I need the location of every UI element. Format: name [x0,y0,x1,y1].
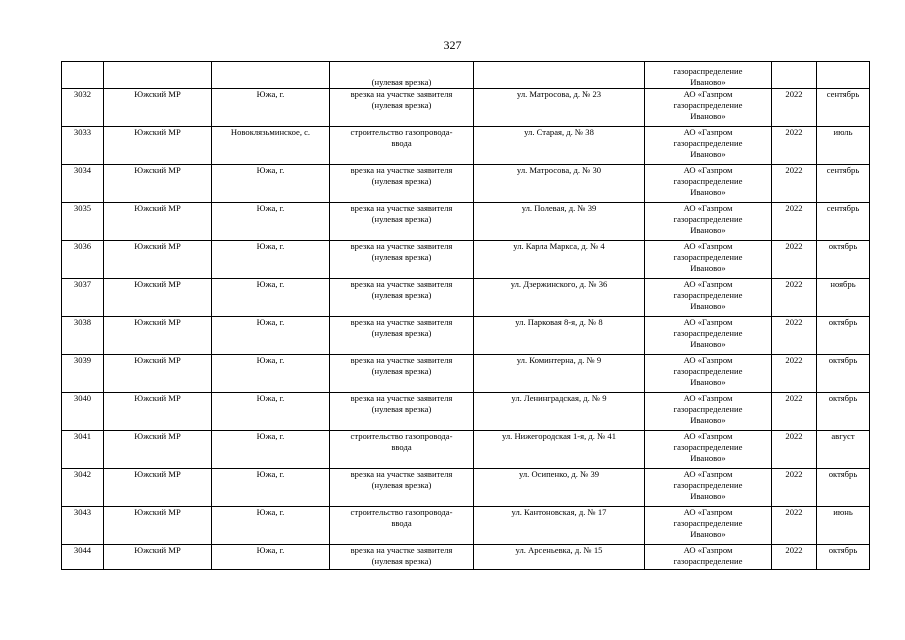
gas-works-table [61,61,870,570]
table-row [62,279,870,317]
cell-month: август [817,431,870,469]
cell-work-line: ввода [391,518,412,528]
table-row [62,431,870,469]
cell-org-line: Иваново» [690,225,726,235]
cell-org-line: АО «Газпром [683,431,733,441]
cell-work-line: врезка на участке заявителя [350,89,453,99]
cell-org-line: АО «Газпром [683,89,733,99]
table-body [62,62,870,570]
cell-district: Южский МР [104,165,212,203]
cell-year: 2022 [772,165,817,203]
cell-address: ул. Коминтерна, д. № 9 [474,355,645,393]
cell-locality [212,62,330,89]
cell-org-line: Иваново» [690,111,726,121]
cell-locality: Южа, г. [212,469,330,507]
cell-month: октябрь [817,241,870,279]
cell-work-line: (нулевая врезка) [371,252,432,262]
cell-org [645,545,772,570]
cell-org [645,62,772,89]
cell-org-line: АО «Газпром [683,241,733,251]
cell-org-line: газораспределение [673,176,743,186]
cell-num: 3034 [62,165,104,203]
cell-work [330,127,474,165]
cell-district: Южский МР [104,507,212,545]
cell-district: Южский МР [104,89,212,127]
cell-work-line: строительство газопровода- [350,507,453,517]
table-row [62,545,870,570]
cell-address: ул. Полевая, д. № 39 [474,203,645,241]
table-row [62,507,870,545]
cell-org-line: Иваново» [690,149,726,159]
cell-num: 3042 [62,469,104,507]
cell-address: ул. Кантоновская, д. № 17 [474,507,645,545]
cell-year: 2022 [772,469,817,507]
table-row [62,469,870,507]
cell-num [62,62,104,89]
cell-org-line: Иваново» [690,263,726,273]
table-row [62,241,870,279]
cell-work [330,203,474,241]
cell-work [330,317,474,355]
cell-work-line: строительство газопровода- [350,431,453,441]
cell-work-line: врезка на участке заявителя [350,241,453,251]
cell-year: 2022 [772,317,817,355]
cell-work-line: врезка на участке заявителя [350,279,453,289]
cell-month: октябрь [817,545,870,570]
cell-district: Южский МР [104,241,212,279]
cell-month: октябрь [817,469,870,507]
cell-work-line: (нулевая врезка) [371,404,432,414]
cell-address: ул. Матросова, д. № 23 [474,89,645,127]
cell-org-line: АО «Газпром [683,127,733,137]
cell-org [645,469,772,507]
cell-org-line: газораспределение [673,100,743,110]
table-row [62,393,870,431]
cell-org-line: Иваново» [690,377,726,387]
cell-work-line: (нулевая врезка) [371,100,432,110]
cell-district: Южский МР [104,127,212,165]
cell-year [772,62,817,89]
cell-org-line: газораспределение [673,66,743,76]
cell-work-line: ввода [391,442,412,452]
cell-district: Южский МР [104,203,212,241]
cell-work [330,507,474,545]
cell-work-line: врезка на участке заявителя [350,165,453,175]
cell-locality: Южа, г. [212,203,330,241]
cell-work [330,545,474,570]
cell-org-line: АО «Газпром [683,203,733,213]
cell-org-line: АО «Газпром [683,355,733,365]
table-row [62,89,870,127]
cell-work [330,431,474,469]
cell-district: Южский МР [104,431,212,469]
cell-locality: Южа, г. [212,507,330,545]
cell-org-line: АО «Газпром [683,165,733,175]
table-row [62,317,870,355]
table-row-continued [62,62,870,89]
cell-year: 2022 [772,545,817,570]
cell-locality: Южа, г. [212,393,330,431]
cell-month: октябрь [817,317,870,355]
cell-org-line: Иваново» [690,301,726,311]
cell-num: 3043 [62,507,104,545]
cell-locality: Южа, г. [212,317,330,355]
cell-address: ул. Карла Маркса, д. № 4 [474,241,645,279]
cell-work-line: (нулевая врезка) [371,480,432,490]
cell-org-line: газораспределение [673,328,743,338]
cell-work-line: врезка на участке заявителя [350,355,453,365]
cell-num: 3032 [62,89,104,127]
table-row [62,127,870,165]
cell-work-line: врезка на участке заявителя [350,317,453,327]
cell-year: 2022 [772,355,817,393]
cell-org-line: АО «Газпром [683,469,733,479]
cell-work-line: врезка на участке заявителя [350,393,453,403]
cell-org-line: Иваново» [690,339,726,349]
cell-org-line: газораспределение [673,214,743,224]
cell-district: Южский МР [104,545,212,570]
cell-work-line: (нулевая врезка) [371,214,432,224]
cell-locality: Южа, г. [212,545,330,570]
cell-num: 3040 [62,393,104,431]
cell-num: 3038 [62,317,104,355]
cell-work [330,241,474,279]
cell-year: 2022 [772,431,817,469]
cell-district: Южский МР [104,355,212,393]
cell-org-line: газораспределение [673,442,743,452]
cell-org-line: газораспределение [673,404,743,414]
cell-month: ноябрь [817,279,870,317]
cell-address [474,62,645,89]
cell-month: июль [817,127,870,165]
cell-org-line: газораспределение [673,518,743,528]
cell-work-line: (нулевая врезка) [371,556,432,566]
cell-year: 2022 [772,203,817,241]
cell-work-line: (нулевая врезка) [371,366,432,376]
cell-work-line: строительство газопровода- [350,127,453,137]
cell-address: ул. Дзержинского, д. № 36 [474,279,645,317]
cell-org [645,165,772,203]
cell-district: Южский МР [104,279,212,317]
cell-org-line: АО «Газпром [683,545,733,555]
cell-district: Южский МР [104,317,212,355]
cell-org [645,279,772,317]
cell-locality: Южа, г. [212,89,330,127]
cell-address: ул. Старая, д. № 38 [474,127,645,165]
cell-num: 3037 [62,279,104,317]
page-number: 327 [443,38,462,52]
cell-year: 2022 [772,89,817,127]
cell-month: июнь [817,507,870,545]
cell-year: 2022 [772,279,817,317]
cell-num: 3033 [62,127,104,165]
cell-district: Южский МР [104,469,212,507]
cell-num: 3039 [62,355,104,393]
cell-work [330,469,474,507]
cell-org-line: Иваново» [690,453,726,463]
cell-district: Южский МР [104,393,212,431]
cell-org [645,241,772,279]
cell-work [330,62,474,89]
cell-locality: Новоклязьминское, с. [212,127,330,165]
cell-org-line: Иваново» [690,529,726,539]
cell-org-line: газораспределение [673,290,743,300]
cell-year: 2022 [772,393,817,431]
cell-org-line: газораспределение [673,138,743,148]
cell-work-line: (нулевая врезка) [371,176,432,186]
cell-org [645,393,772,431]
cell-work [330,279,474,317]
cell-address: ул. Арсеньевка, д. № 15 [474,545,645,570]
cell-org-line: АО «Газпром [683,317,733,327]
cell-work-line: (нулевая врезка) [371,77,432,87]
cell-month [817,62,870,89]
cell-month: сентябрь [817,203,870,241]
cell-locality: Южа, г. [212,165,330,203]
cell-locality: Южа, г. [212,431,330,469]
cell-address: ул. Осипенко, д. № 39 [474,469,645,507]
cell-month: сентябрь [817,165,870,203]
cell-org-line: АО «Газпром [683,507,733,517]
cell-locality: Южа, г. [212,355,330,393]
cell-address: ул. Нижегородская 1-я, д. № 41 [474,431,645,469]
cell-num: 3041 [62,431,104,469]
cell-work [330,393,474,431]
cell-year: 2022 [772,127,817,165]
cell-work [330,165,474,203]
cell-org-line: Иваново» [690,415,726,425]
cell-work-line: врезка на участке заявителя [350,469,453,479]
cell-num: 3044 [62,545,104,570]
cell-work [330,89,474,127]
cell-month: октябрь [817,393,870,431]
cell-month: сентябрь [817,89,870,127]
cell-district [104,62,212,89]
cell-work-line: ввода [391,138,412,148]
cell-year: 2022 [772,241,817,279]
cell-month: октябрь [817,355,870,393]
cell-org-line: АО «Газпром [683,393,733,403]
cell-org-line: Иваново» [690,491,726,501]
cell-org-line: газораспределение [673,366,743,376]
cell-org [645,317,772,355]
cell-locality: Южа, г. [212,241,330,279]
cell-work [330,355,474,393]
cell-work-line: (нулевая врезка) [371,328,432,338]
table-row [62,165,870,203]
cell-org-line: Иваново» [690,187,726,197]
cell-org [645,355,772,393]
cell-work-line: врезка на участке заявителя [350,203,453,213]
cell-org-line: АО «Газпром [683,279,733,289]
cell-org [645,507,772,545]
cell-address: ул. Матросова, д. № 30 [474,165,645,203]
cell-work-line: (нулевая врезка) [371,290,432,300]
cell-org [645,431,772,469]
cell-address: ул. Ленинградская, д. № 9 [474,393,645,431]
cell-num: 3036 [62,241,104,279]
table-row [62,355,870,393]
cell-num: 3035 [62,203,104,241]
cell-address: ул. Парковая 8-я, д. № 8 [474,317,645,355]
cell-org [645,89,772,127]
cell-locality: Южа, г. [212,279,330,317]
table-row [62,203,870,241]
cell-org [645,203,772,241]
cell-org-line: газораспределение [673,480,743,490]
cell-org-line: газораспределение [673,556,743,566]
cell-org [645,127,772,165]
cell-org-line: газораспределение [673,252,743,262]
cell-year: 2022 [772,507,817,545]
cell-work-line: врезка на участке заявителя [350,545,453,555]
cell-org-line: Иваново» [690,77,726,87]
